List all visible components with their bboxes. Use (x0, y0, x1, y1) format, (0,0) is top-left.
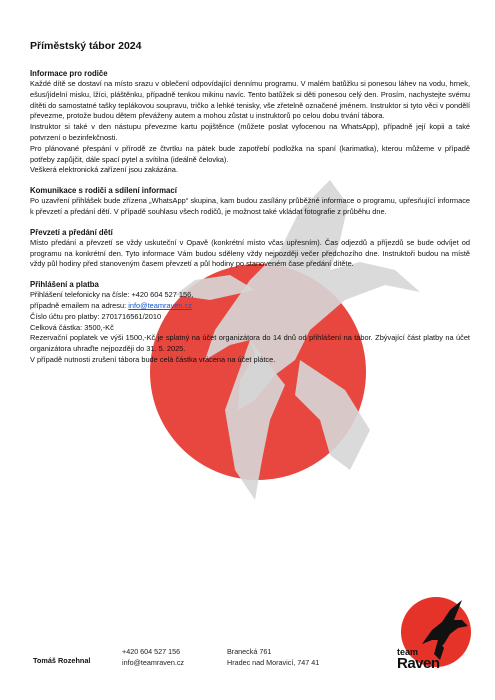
paragraph: Veškerá elektronická zařízení jsou zakázána. (30, 165, 178, 175)
footer-contact (122, 646, 184, 668)
brand-wordmark (397, 648, 440, 671)
footer-phone: +420 604 527 156 (122, 647, 181, 656)
paragraph: Místo předání a převzetí se vždy uskuteční v Opavě (konkrétní místo včas upřesním). Čas odjezdů a příjezdů se bude odvíjet od programu na konkrétní den. Tyto informace Vám budou sděleny vždy nejpozději večer předchozího dne. Instruktoři budou na místě vždy půl hodiny před stanoveným časem převzetí a půl hodiny po stanoveném čase předání dítěte. (30, 237, 470, 269)
account-line: Číslo účtu pro platby: 2701716561/2010 (30, 311, 162, 321)
email-prefix: případně emailem na adresu: (30, 300, 129, 310)
total-line: Celková částka: 3500,-Kč (30, 322, 114, 332)
section-heading: Přihlášení a platba (30, 280, 99, 290)
section-heading: Informace pro rodiče (30, 69, 108, 78)
brand-raven: Raven (397, 655, 440, 672)
paragraph: Rezervační poplatek ve výši 1500,-Kč je splatný na účet organizátora do 14 dnů od přihlášení na tábor. Zbývající část platby na účet organizátora uhraďte nejpozději do 31. 5. 2025. (30, 333, 470, 354)
section-heading: Komunikace s rodiči a sdílení informací (30, 186, 177, 196)
section-registration (30, 280, 470, 366)
paragraph: Pro plánované přespání v přírodě ze čtvrtku na pátek bude zapotřebí podložka na spaní (karimatka), kterou můžeme v případě potřeby zapůjčit, dále spací pytel a svítilna (ideálně čelovka). (30, 143, 470, 164)
footer-city: Hradec nad Moravicí, 747 41 (227, 658, 320, 667)
page-title: Příměstský tábor 2024 (30, 40, 142, 52)
paragraph: Každé dítě se dostaví na místo srazu v oblečení odpovídající dennímu programu. V malém batůžku si ponesou láhev na vodu, hrnek, ešus/jídelní misku, lžíci, pláštěnku, případně tenkou mikinu navíc. Tento batůžek si děti ponesou celý den. Prosím, nachystejte svému dítěti do samostatné tašky teplákovou soupravu, tričko a lehké tenisky, vše zřetelně označené jménem. Instruktor si tyto věci v pondělí převezme, protože budou dětem převáženy autem a mohou zůstat u instruktorů po celou dobu trvání tábora. (30, 79, 470, 121)
paragraph: Instruktor si také v den nástupu převezme kartu pojištěnce (můžete poslat vyfocenou na WhatsApp), případně její kopii a také potvrzení o bezinfekčnosti. (30, 122, 470, 142)
document-body (30, 40, 470, 376)
footer-email: info@teamraven.cz (122, 658, 185, 667)
brand-team: team (397, 647, 419, 657)
footer-name: Tomáš Rozehnal (33, 656, 91, 665)
section-handover (30, 228, 470, 270)
paragraph: V případě nutnosti zrušení tábora bude celá částka vrácena na účet plátce. (30, 354, 276, 364)
paragraph: Po uzavření přihlášek bude zřízena „WhatsApp“ skupina, kam budou zasílány průběžné informace o programu, upřesňující informace k převzetí a předání dětí. V případě souhlasu všech rodičů, je možnost také vkládat fotografie z průběhu dne. (30, 196, 470, 216)
footer-street: Branecká 761 (227, 647, 272, 656)
section-parents-info (30, 69, 470, 176)
section-heading: Převzetí a předání dětí (30, 227, 113, 237)
email-link[interactable]: info@teamraven.cz (128, 300, 192, 310)
phone-line: Přihlášení telefonicky na čísle: +420 604 527 156, (30, 290, 194, 300)
section-communication (30, 186, 470, 218)
email-line (30, 301, 470, 312)
footer-address (227, 646, 319, 668)
